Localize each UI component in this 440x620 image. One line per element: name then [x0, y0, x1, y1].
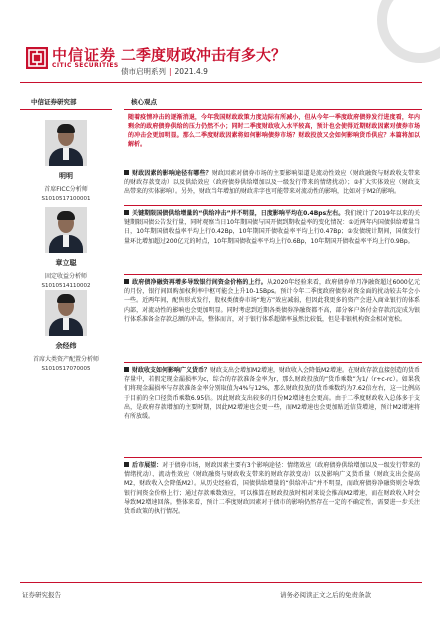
section-divider — [124, 362, 422, 363]
bullet-heading: 政府债净融资再增多导致银行间资金价格的上行。 — [132, 279, 267, 286]
analyst-card — [20, 120, 112, 202]
brand-name-en: CITIC SECURITIES — [52, 62, 119, 69]
analyst-name: 余经纬 — [55, 342, 77, 350]
bullet-square-icon — [124, 210, 129, 215]
bullet-heading: 财政收支如何影响广义货币？ — [132, 367, 211, 374]
bullet-paragraph — [124, 169, 420, 197]
bullet-paragraph — [124, 209, 420, 246]
header-rule — [20, 82, 422, 83]
header-ring-decoration-icon — [350, 0, 440, 90]
report-date: 2021.4.9 — [174, 67, 208, 76]
report-subtitle — [121, 66, 208, 77]
bullet-square-icon — [124, 279, 129, 284]
analyst-id: S1010514110002 — [41, 283, 91, 289]
core-view-heading: 核心观点 — [131, 98, 157, 106]
report-header — [0, 0, 440, 90]
footer-rule — [20, 582, 422, 583]
footer-report-type: 证券研究报告 — [22, 591, 61, 599]
analyst-role: 首席大类资产配置分析师 — [32, 356, 99, 363]
section-divider — [124, 274, 422, 275]
bullet-heading: 后市展望： — [132, 462, 163, 469]
report-title: 二季度财政冲击有多大？ — [121, 46, 287, 64]
left-heading-rule — [20, 109, 112, 110]
bullet-paragraph — [124, 461, 420, 516]
brand-name-cn: 中信证券 — [52, 46, 117, 64]
core-heading-rule — [124, 109, 422, 110]
bullet-square-icon — [124, 462, 129, 467]
core-summary: 随着疫情冲击的逐渐消退，今年我国财政政策力度边际有所减小，但从今年一季度政府债券发行进度看，年内剩余的政府债券供给的压力仍然不小；同时二季度财政收入水平较高，预计也会使得近期财政因素对债券市场的冲击会更加明显。那么二季度财政因素将如何影响债券市场？财政投放又会如何影响货币供应？本篇将加以解析。 — [128, 114, 420, 148]
section-divider — [124, 457, 422, 458]
bullet-square-icon — [124, 367, 129, 372]
analyst-role: 固定收益分析师 — [44, 273, 87, 280]
bullet-paragraph — [124, 366, 420, 421]
analyst-photo — [45, 207, 87, 253]
bullet-heading: 关键期限国债供给增量的“供给冲击”并不明显，日度影响平均在0.4Bps左右。 — [132, 210, 345, 217]
analyst-photo — [45, 290, 87, 336]
analyst-photo — [45, 120, 87, 166]
bullet-heading: 财政因素的影响途径有哪些？ — [132, 170, 212, 177]
research-dept-heading: 中信证券研究部 — [31, 98, 77, 106]
bullet-text: 从2020年经验来看，政府债券单月净融资超过6000亿元的月份，银行间回购加权利率中枢可能会上升10-15Bps。预计今年二季度政府债券对资金面的扰动较去年会小一些。近两年间，配售形式发行，股权类债券市场“地方”效应减弱，但因此我更多的资产会进入商业银行的体系内部，对流动性的影响也会更加明显。同时考虑到近期各类债券净融资都不高，部分客户备付金存款沉淀成为银行体系准备金存款总额的冲击，整体而言，对于银行体系超储率虽然比较低，但是非银机构资金相对宽松。 — [124, 279, 420, 323]
footer-disclaimer-note: 请务必阅读正文之后的免责条款 — [280, 591, 371, 599]
analyst-name: 章立聪 — [55, 259, 77, 267]
bullet-text: 财政支出会增加M2增速，财政收入会降低M2增速。在财政存款直接创造的货币存量中，若假定现金漏损率为c，综合的存款准备金率为r，那么财政投放的“货币乘数”为1/（r+c-rc）。如果我们将现金漏损率与存款准备金率分别取值为4%与12%，那么财政投放的货币乘数约为7.62倍左右，这一比例高于目前的全口径货币乘数6.95倍。因此财政支出较多的月份M2增速也会更高。由于二季度财政收入总体多于支出，是政府存款增加的主要时期，因此M2增速也会更一些，而M2增速也会更加贴近信贷增速，预计M2增速将有所放缓。 — [124, 367, 421, 421]
analyst-card — [20, 290, 112, 372]
citic-logo-icon — [26, 47, 48, 69]
analyst-role: 首席FICC分析师 — [44, 186, 88, 193]
analyst-card — [20, 207, 112, 289]
subtitle-separator: | — [169, 67, 172, 76]
bullet-text: 对于债券市场，财政因素主要有3个影响途径：情绪效应（政府债券供给增加以及一级发行带来的情绪扰动）、流动性效应（财政融资与财政收支带来的财政存款变动）以及影响广义货币量（财政支出会提高M2，财政收入会降低M2）。从历史经验看，国债供给增量的“供给冲击”并不明显，而政府债券净融资则会导致银行间资金价格上行；通过存款乘数效应，可以推算在财政投放时相对来说会推高M2增速，而在财政收入时会导致M2增速回落。整体来看，预计二季度财政因素对于债市的影响仍然存在一定的不确定性，需要进一步关注货币政策的执行情况。 — [124, 462, 420, 516]
bullet-square-icon — [124, 170, 129, 175]
report-series: 债市启明系列 — [121, 67, 166, 76]
bullet-text: 财政因素对债券市场的主要影响渠道是流动性效应（财政融资与财政收支带来的财政存款变动）以及供給效应（政府债券供给增加以及一级发行带来的情绪扰动）；②扩大实体效应（财政支出带来的实体影响）。另外，财政当年增加的财政赤字也可能带来对流动性的影响，比如对于M2的影响。 — [124, 170, 420, 196]
analyst-id: S1010517100001 — [41, 196, 91, 202]
analyst-name: 明明 — [59, 172, 73, 180]
section-divider — [124, 205, 422, 206]
bullet-paragraph — [124, 278, 420, 324]
bullet-text: 我们统计了2019年以来的关键期限国债公告发行量，同时观察当日10年期国债与国开债到期收益率的变化情况：①近两年内国债供给增量当日，10年期国债收益率平均上行0.42Bp，10年期国开债收益率平均上行0.47Bp；②发债统计期间，国债发行量环比增加超过200亿元的时点，10年期国债收益率平均上行0.6Bp，10年期国开债收益率平均上行0.9Bp。 — [124, 210, 420, 245]
analyst-id: S1010517070005 — [41, 366, 91, 372]
